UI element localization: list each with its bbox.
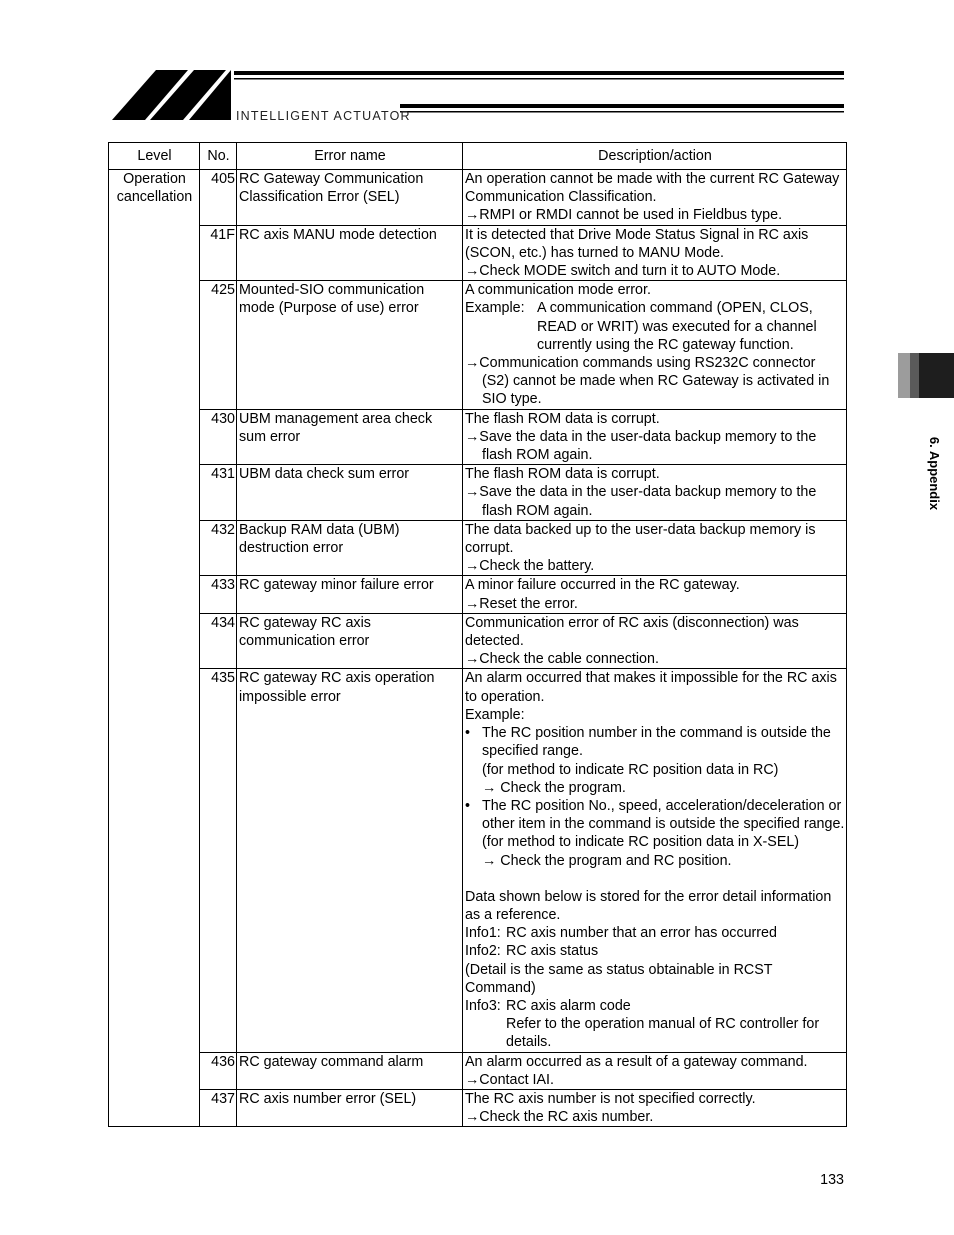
table-row [109,170,847,226]
action-line [465,1108,845,1126]
bullet-note: (for method to indicate RC position data in X-SEL) [482,834,800,851]
section-tab-label [898,436,954,511]
description-text: A communication mode error. [465,282,651,299]
action-text: Check the program. [500,779,626,796]
bullet-note: (for method to indicate RC position data in RC) [482,761,779,778]
table-row [109,520,847,576]
error-no: 405 [200,170,237,226]
arrow-icon: → [482,779,497,796]
table-row [109,281,847,409]
info-line [465,997,845,1015]
header-level: Level [109,143,200,170]
section-tab-marker [898,353,954,398]
description-text: The flash ROM data is corrupt. [465,410,660,427]
table-header-row [109,143,847,170]
error-description [463,669,847,1052]
error-no: 435 [200,669,237,1052]
error-table [108,142,847,1127]
bullet-text: The RC position No., speed, acceleration/deceleration or other item in the command is outside the specified range. [482,797,845,833]
error-name: RC gateway minor failure error [237,576,463,613]
action-line [465,852,845,870]
brand-text: INTELLIGENT ACTUATOR [236,109,411,123]
table-row [109,1089,847,1126]
error-name: RC gateway RC axis operation impossible error [237,669,463,1052]
iai-logo-icon [0,0,954,130]
description-text: The flash ROM data is corrupt. [465,466,660,483]
error-description [463,225,847,281]
table-row [109,1052,847,1089]
info-label: Info2: [465,943,501,960]
error-description [463,409,847,465]
error-name: RC axis MANU mode detection [237,225,463,281]
action-text: Check the RC axis number. [479,1109,654,1126]
action-line [465,354,845,409]
action-line [465,262,845,280]
section-label-text: 6. Appendix [927,436,943,511]
table-row [109,669,847,1052]
error-description [463,613,847,669]
error-description [463,465,847,521]
error-no: 41F [200,225,237,281]
arrow-icon: → [465,558,480,575]
info-text: RC axis number that an error has occurred [506,925,777,942]
table-row [109,409,847,465]
error-no: 436 [200,1052,237,1089]
description-text: It is detected that Drive Mode Status Signal in RC axis (SCON, etc.) has turned to MANU Mode. [465,226,809,261]
action-text: Reset the error. [479,595,578,612]
error-no: 434 [200,613,237,669]
arrow-icon: → [465,355,480,372]
header-error-name: Error name [237,143,463,170]
info-text: RC axis status [506,943,599,960]
error-name: RC gateway RC axis communication error [237,613,463,669]
bullet-item [465,724,845,760]
header-description: Description/action [463,143,847,170]
action-line [465,1071,845,1089]
info-note: (Detail is the same as status obtainable in RCST Command) [465,961,773,996]
action-text: Check the battery. [479,558,595,575]
example-label: Example: [465,300,525,317]
error-no: 437 [200,1089,237,1126]
example-text: A communication command (OPEN, CLOS, READ or WRIT) was executed for a channel currently using the RC gateway function. [537,300,817,353]
info-text: RC axis alarm code [506,997,631,1014]
arrow-icon: → [465,1109,480,1126]
description-text: An alarm occurred as a result of a gateway command. [465,1053,808,1070]
info-label: Info3: [465,997,501,1014]
bullet-icon: • [465,725,471,742]
arrow-icon: → [465,595,480,612]
error-description [463,281,847,409]
arrow-icon: → [465,207,480,224]
description-text: An alarm occurred that makes it impossible for the RC axis to operation. [465,670,837,705]
action-line [465,206,845,224]
spacer [465,870,845,888]
error-name: RC gateway command alarm [237,1052,463,1089]
action-line [465,650,845,668]
action-line [465,483,845,519]
error-description [463,1052,847,1089]
error-name: Mounted-SIO communication mode (Purpose of use) error [237,281,463,409]
page-number: 133 [820,1172,844,1188]
bullet-text: The RC position number in the command is outside the specified range. [482,725,831,760]
error-description [463,170,847,226]
info-line [465,924,845,942]
arrow-icon: → [482,852,497,869]
action-text: Contact IAI. [479,1071,554,1088]
error-name: UBM data check sum error [237,465,463,521]
error-no: 433 [200,576,237,613]
action-text: Check MODE switch and turn it to AUTO Mode. [479,263,781,280]
error-name: RC Gateway Communication Classification Error (SEL) [237,170,463,226]
error-description [463,520,847,576]
arrow-icon: → [465,263,480,280]
action-line [465,779,845,797]
error-name: UBM management area check sum error [237,409,463,465]
header-no: No. [200,143,237,170]
arrow-icon: → [465,484,480,501]
action-text: Check the program and RC position. [500,852,732,869]
table-row [109,576,847,613]
action-text: Check the cable connection. [479,651,659,668]
error-description [463,576,847,613]
info-line [465,942,845,960]
error-no: 430 [200,409,237,465]
example-label: Example: [465,706,525,723]
description-text: The data backed up to the user-data backup memory is corrupt. [465,521,816,557]
page-header [0,0,954,130]
example-block [465,299,845,354]
arrow-icon: → [465,428,480,445]
error-name: Backup RAM data (UBM) destruction error [237,520,463,576]
arrow-icon: → [465,1071,480,1088]
action-text: Save the data in the user-data backup memory to the flash ROM again. [479,484,817,519]
info-note: Refer to the operation manual of RC controller for details. [506,1016,820,1051]
action-line [465,428,845,464]
description-text: Communication error of RC axis (disconnection) was detected. [465,614,799,650]
info-label: Info1: [465,925,501,942]
bullet-item [465,797,845,833]
tab-stripe [898,353,910,398]
action-text: RMPI or RMDI cannot be used in Fieldbus type. [479,207,783,224]
description-text: A minor failure occurred in the RC gateway. [465,577,740,594]
description-text: The RC axis number is not specified correctly. [465,1090,756,1107]
error-name: RC axis number error (SEL) [237,1089,463,1126]
description-text: An operation cannot be made with the current RC Gateway Communication Classification. [465,171,840,206]
error-description [463,1089,847,1126]
action-line [465,595,845,613]
arrow-icon: → [465,651,480,668]
table-row [109,613,847,669]
action-text: Save the data in the user-data backup memory to the flash ROM again. [479,428,817,464]
error-no: 431 [200,465,237,521]
bullet-icon: • [465,797,471,814]
action-text: Communication commands using RS232C connector (S2) cannot be made when RC Gateway is activated in SIO type. [479,355,830,408]
table-row [109,465,847,521]
error-no: 425 [200,281,237,409]
level-cell: Operation cancellation [109,170,200,1127]
action-line [465,557,845,575]
error-no: 432 [200,520,237,576]
tab-stripe [910,353,919,398]
table-row [109,225,847,281]
detail-intro: Data shown below is stored for the error detail information as a reference. [465,888,832,923]
